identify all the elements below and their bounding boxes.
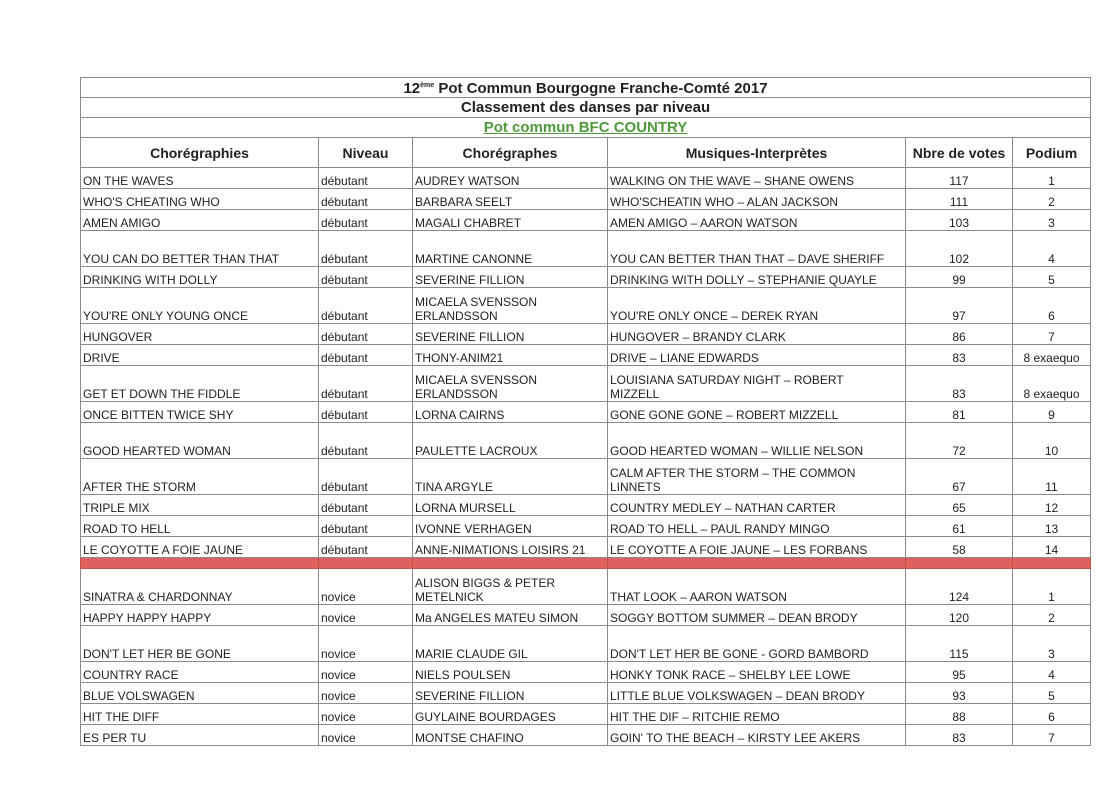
dance-cell: DON'T LET HER BE GONE [81, 626, 319, 662]
table-row [81, 366, 1091, 402]
music-artist-cell: CALM AFTER THE STORM – THE COMMON LINNETS [608, 459, 906, 495]
music-artist-cell: ROAD TO HELL – PAUL RANDY MINGO [608, 516, 906, 537]
level-cell: débutant [319, 168, 413, 189]
dance-cell: YOU CAN DO BETTER THAN THAT [81, 231, 319, 267]
level-cell: débutant [319, 366, 413, 402]
dance-cell: SINATRA & CHARDONNAY [81, 569, 319, 605]
music-artist-cell: THAT LOOK – AARON WATSON [608, 569, 906, 605]
table-row [81, 605, 1091, 626]
header-musiques: Musiques-Interprètes [608, 138, 906, 168]
table-row [81, 569, 1091, 605]
podium-cell: 2 [1013, 605, 1091, 626]
level-cell: débutant [319, 324, 413, 345]
votes-cell: 65 [906, 495, 1013, 516]
table-row [81, 683, 1091, 704]
level-cell: débutant [319, 423, 413, 459]
table-row [81, 267, 1091, 288]
level-cell: débutant [319, 231, 413, 267]
votes-cell: 81 [906, 402, 1013, 423]
dance-cell: ON THE WAVES [81, 168, 319, 189]
podium-cell: 14 [1013, 537, 1091, 558]
choreographer-cell: SEVERINE FILLION [413, 324, 608, 345]
podium-cell: 7 [1013, 324, 1091, 345]
podium-cell: 6 [1013, 288, 1091, 324]
dance-cell: WHO'S CHEATING WHO [81, 189, 319, 210]
music-artist-cell: AMEN AMIGO – AARON WATSON [608, 210, 906, 231]
table-row [81, 516, 1091, 537]
choreographer-cell: THONY-ANIM21 [413, 345, 608, 366]
music-artist-cell: DON'T LET HER BE GONE - GORD BAMBORD [608, 626, 906, 662]
podium-cell: 3 [1013, 626, 1091, 662]
votes-cell: 95 [906, 662, 1013, 683]
music-artist-cell: YOU CAN BETTER THAN THAT – DAVE SHERIFF [608, 231, 906, 267]
header-podium: Podium [1013, 138, 1091, 168]
separator-cell [319, 558, 413, 569]
music-artist-cell: WALKING ON THE WAVE – SHANE OWENS [608, 168, 906, 189]
table-row [81, 459, 1091, 495]
podium-cell: 1 [1013, 168, 1091, 189]
votes-cell: 124 [906, 569, 1013, 605]
choreographer-cell: PAULETTE LACROUX [413, 423, 608, 459]
podium-cell: 1 [1013, 569, 1091, 605]
dance-cell: ROAD TO HELL [81, 516, 319, 537]
dance-cell: GOOD HEARTED WOMAN [81, 423, 319, 459]
choreographer-cell: GUYLAINE BOURDAGES [413, 704, 608, 725]
podium-cell: 11 [1013, 459, 1091, 495]
dance-cell: COUNTRY RACE [81, 662, 319, 683]
dance-cell: YOU'RE ONLY YOUNG ONCE [81, 288, 319, 324]
choreographer-cell: MICAELA SVENSSON ERLANDSSON [413, 288, 608, 324]
votes-cell: 88 [906, 704, 1013, 725]
dance-cell: AMEN AMIGO [81, 210, 319, 231]
podium-cell: 13 [1013, 516, 1091, 537]
music-artist-cell: HUNGOVER – BRANDY CLARK [608, 324, 906, 345]
dance-cell: DRINKING WITH DOLLY [81, 267, 319, 288]
dance-cell: HUNGOVER [81, 324, 319, 345]
table-row [81, 288, 1091, 324]
choreographer-cell: LORNA MURSELL [413, 495, 608, 516]
choreographer-cell: LORNA CAIRNS [413, 402, 608, 423]
table-row [81, 189, 1091, 210]
votes-cell: 83 [906, 345, 1013, 366]
dance-cell: AFTER THE STORM [81, 459, 319, 495]
music-artist-cell: HIT THE DIF – RITCHIE REMO [608, 704, 906, 725]
votes-cell: 97 [906, 288, 1013, 324]
header-choregraphes: Chorégraphes [413, 138, 608, 168]
music-artist-cell: SOGGY BOTTOM SUMMER – DEAN BRODY [608, 605, 906, 626]
table-row [81, 168, 1091, 189]
level-cell: débutant [319, 267, 413, 288]
music-artist-cell: COUNTRY MEDLEY – NATHAN CARTER [608, 495, 906, 516]
choreographer-cell: IVONNE VERHAGEN [413, 516, 608, 537]
votes-cell: 99 [906, 267, 1013, 288]
dance-cell: DRIVE [81, 345, 319, 366]
choreographer-cell: MARTINE CANONNE [413, 231, 608, 267]
dance-cell: TRIPLE MIX [81, 495, 319, 516]
votes-cell: 117 [906, 168, 1013, 189]
level-cell: novice [319, 569, 413, 605]
level-cell: novice [319, 662, 413, 683]
music-artist-cell: HONKY TONK RACE – SHELBY LEE LOWE [608, 662, 906, 683]
separator-cell [413, 558, 608, 569]
choreographer-cell: MONTSE CHAFINO [413, 725, 608, 746]
table-row [81, 626, 1091, 662]
header-votes: Nbre de votes [906, 138, 1013, 168]
ranking-table [80, 77, 1091, 746]
separator-cell [1013, 558, 1091, 569]
music-artist-cell: WHO'SCHEATIN WHO – ALAN JACKSON [608, 189, 906, 210]
table-row [81, 662, 1091, 683]
music-artist-cell: LOUISIANA SATURDAY NIGHT – ROBERT MIZZELL [608, 366, 906, 402]
podium-cell: 8 exaequo [1013, 345, 1091, 366]
ranking-sheet [80, 77, 1090, 746]
level-cell: débutant [319, 189, 413, 210]
dance-cell: ES PER TU [81, 725, 319, 746]
music-artist-cell: GOIN' TO THE BEACH – KIRSTY LEE AKERS [608, 725, 906, 746]
table-row [81, 495, 1091, 516]
choreographer-cell: BARBARA SEELT [413, 189, 608, 210]
votes-cell: 102 [906, 231, 1013, 267]
level-cell: débutant [319, 495, 413, 516]
votes-cell: 103 [906, 210, 1013, 231]
dance-cell: HIT THE DIFF [81, 704, 319, 725]
music-artist-cell: DRIVE – LIANE EDWARDS [608, 345, 906, 366]
podium-cell: 6 [1013, 704, 1091, 725]
choreographer-cell: MICAELA SVENSSON ERLANDSSON [413, 366, 608, 402]
level-cell: débutant [319, 288, 413, 324]
choreographer-cell: AUDREY WATSON [413, 168, 608, 189]
music-artist-cell: GONE GONE GONE – ROBERT MIZZELL [608, 402, 906, 423]
podium-cell: 7 [1013, 725, 1091, 746]
votes-cell: 120 [906, 605, 1013, 626]
level-cell: novice [319, 626, 413, 662]
music-artist-cell: LITTLE BLUE VOLKSWAGEN – DEAN BRODY [608, 683, 906, 704]
separator-cell [608, 558, 906, 569]
choreographer-cell: SEVERINE FILLION [413, 683, 608, 704]
votes-cell: 115 [906, 626, 1013, 662]
votes-cell: 67 [906, 459, 1013, 495]
votes-cell: 83 [906, 366, 1013, 402]
table-row [81, 210, 1091, 231]
votes-cell: 83 [906, 725, 1013, 746]
table-row [81, 704, 1091, 725]
level-cell: novice [319, 725, 413, 746]
choreographer-cell: ANNE-NIMATIONS LOISIRS 21 [413, 537, 608, 558]
level-cell: débutant [319, 345, 413, 366]
choreographer-cell: ALISON BIGGS & PETER METELNICK [413, 569, 608, 605]
dance-cell: ONCE BITTEN TWICE SHY [81, 402, 319, 423]
votes-cell: 58 [906, 537, 1013, 558]
music-artist-cell: GOOD HEARTED WOMAN – WILLIE NELSON [608, 423, 906, 459]
choreographer-cell: MARIE CLAUDE GIL [413, 626, 608, 662]
choreographer-cell: TINA ARGYLE [413, 459, 608, 495]
music-artist-cell: YOU'RE ONLY ONCE – DEREK RYAN [608, 288, 906, 324]
level-cell: novice [319, 704, 413, 725]
podium-cell: 2 [1013, 189, 1091, 210]
separator-cell [81, 558, 319, 569]
level-cell: débutant [319, 210, 413, 231]
music-artist-cell: DRINKING WITH DOLLY – STEPHANIE QUAYLE [608, 267, 906, 288]
dance-cell: BLUE VOLSWAGEN [81, 683, 319, 704]
level-cell: débutant [319, 537, 413, 558]
group-title [81, 118, 1091, 138]
level-cell: débutant [319, 402, 413, 423]
podium-cell: 12 [1013, 495, 1091, 516]
table-row [81, 402, 1091, 423]
table-row [81, 725, 1091, 746]
table-row [81, 423, 1091, 459]
table-row [81, 345, 1091, 366]
header-choregraphies: Chorégraphies [81, 138, 319, 168]
podium-cell: 4 [1013, 231, 1091, 267]
level-separator [81, 558, 1091, 569]
votes-cell: 86 [906, 324, 1013, 345]
choreographer-cell: MAGALI CHABRET [413, 210, 608, 231]
table-row [81, 324, 1091, 345]
document-title: 12ème Pot Commun Bourgogne Franche-Comté 2017 [81, 78, 1091, 98]
votes-cell: 93 [906, 683, 1013, 704]
level-cell: débutant [319, 459, 413, 495]
podium-cell: 4 [1013, 662, 1091, 683]
dance-cell: LE COYOTTE A FOIE JAUNE [81, 537, 319, 558]
group-link: Pot commun BFC COUNTRY [483, 118, 688, 136]
podium-cell: 5 [1013, 267, 1091, 288]
document-subtitle: Classement des danses par niveau [81, 98, 1091, 118]
music-artist-cell: LE COYOTTE A FOIE JAUNE – LES FORBANS [608, 537, 906, 558]
table-row [81, 231, 1091, 267]
votes-cell: 61 [906, 516, 1013, 537]
podium-cell: 5 [1013, 683, 1091, 704]
votes-cell: 111 [906, 189, 1013, 210]
level-cell: novice [319, 683, 413, 704]
dance-cell: HAPPY HAPPY HAPPY [81, 605, 319, 626]
podium-cell: 3 [1013, 210, 1091, 231]
header-niveau: Niveau [319, 138, 413, 168]
podium-cell: 10 [1013, 423, 1091, 459]
separator-cell [906, 558, 1013, 569]
podium-cell: 9 [1013, 402, 1091, 423]
level-cell: débutant [319, 516, 413, 537]
choreographer-cell: NIELS POULSEN [413, 662, 608, 683]
table-row [81, 537, 1091, 558]
votes-cell: 72 [906, 423, 1013, 459]
dance-cell: GET ET DOWN THE FIDDLE [81, 366, 319, 402]
level-cell: novice [319, 605, 413, 626]
choreographer-cell: Ma ANGELES MATEU SIMON [413, 605, 608, 626]
choreographer-cell: SEVERINE FILLION [413, 267, 608, 288]
podium-cell: 8 exaequo [1013, 366, 1091, 402]
